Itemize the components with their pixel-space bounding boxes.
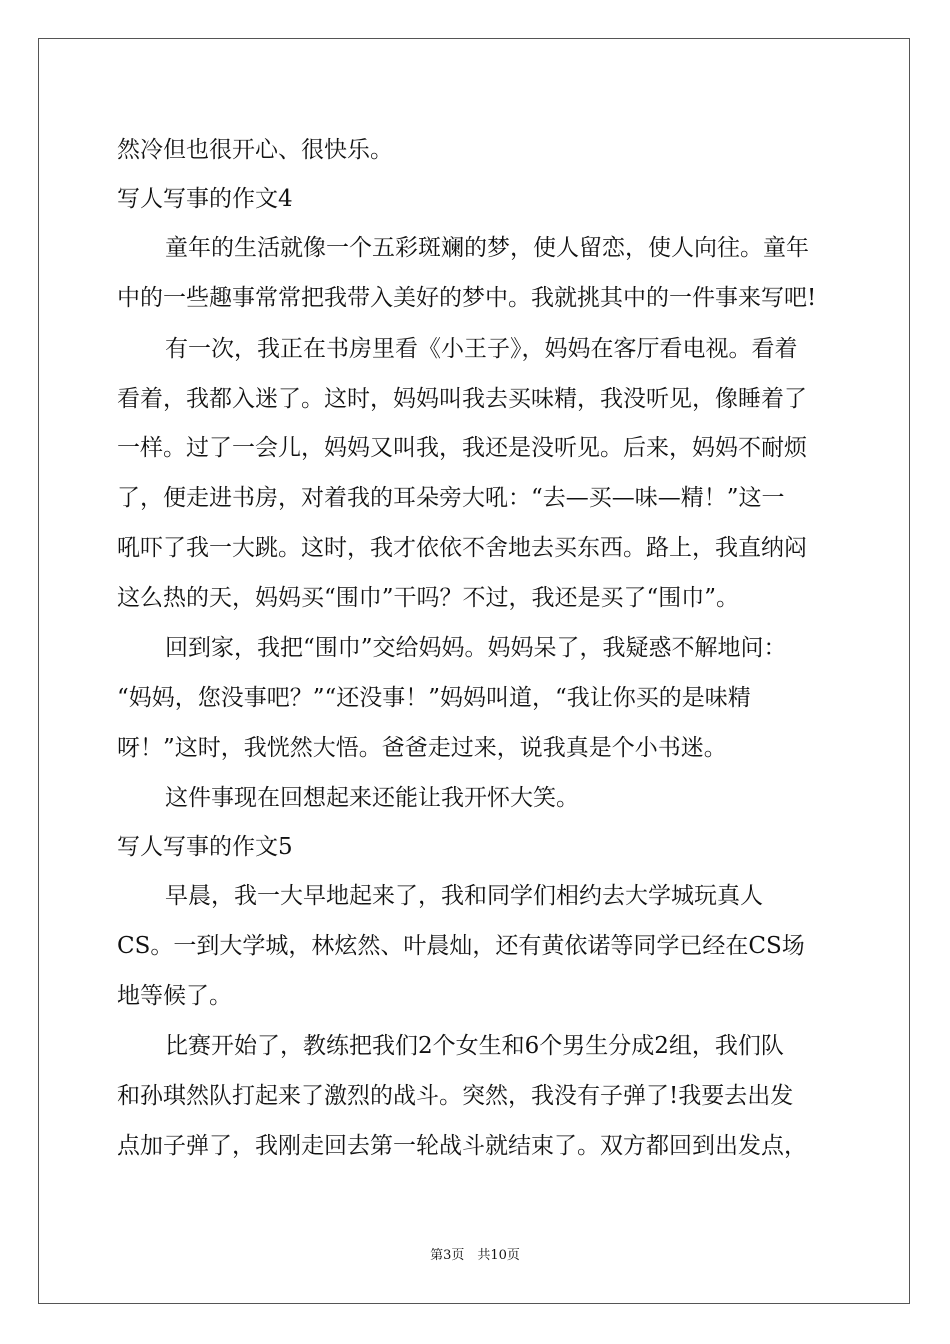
text-line: 了，便走进书房，对着我的耳朵旁大吼：“去—买—味—精！”这一: [117, 485, 785, 511]
page-footer: 第3页 共10页: [430, 1248, 520, 1263]
text-line: 一样。过了一会儿，妈妈又叫我，我还是没听见。后来，妈妈不耐烦: [117, 435, 807, 461]
text-line: CS。一到大学城，林炫然、叶晨灿，还有黄依诺等同学已经在CS场: [117, 933, 805, 959]
text-line: 中的一些趣事常常把我带入美好的梦中。我就挑其中的一件事来写吧!: [117, 285, 817, 311]
text-line: 这件事现在回想起来还能让我开怀大笑。: [165, 785, 579, 811]
text-line: 点加子弹了，我刚走回去第一轮战斗就结束了。双方都回到出发点，: [117, 1133, 807, 1159]
text-line: 这么热的天，妈妈买“围巾”干吗？不过，我还是买了“围巾”。: [117, 585, 740, 611]
section-heading: 写人写事的作文4: [117, 186, 293, 212]
section-heading: 写人写事的作文5: [117, 834, 293, 860]
text-line: 地等候了。: [117, 983, 232, 1009]
text-line: 童年的生活就像一个五彩斑斓的梦，使人留恋，使人向往。童年: [165, 235, 809, 261]
text-line: 和孙琪然队打起来了激烈的战斗。突然，我没有子弹了!我要去出发: [117, 1083, 794, 1109]
text-line: 吼吓了我一大跳。这时，我才依依不舍地去买东西。路上，我直纳闷: [117, 535, 807, 561]
text-line: 呀！”这时，我恍然大悟。爸爸走过来，说我真是个小书迷。: [117, 735, 727, 761]
text-line: 有一次，我正在书房里看《小王子》，妈妈在客厅看电视。看着: [165, 336, 798, 362]
text-line: 回到家，我把“围巾”交给妈妈。妈妈呆了，我疑惑不解地问：: [165, 635, 787, 661]
text-line: “妈妈，您没事吧？”“还没事！”妈妈叫道，“我让你买的是味精: [117, 685, 751, 711]
text-line: 然冷但也很开心、很快乐。: [117, 137, 393, 163]
text-line: 比赛开始了，教练把我们2个女生和6个男生分成2组，我们队: [165, 1033, 784, 1059]
text-line: 早晨，我一大早地起来了，我和同学们相约去大学城玩真人: [165, 883, 763, 909]
page-border: [38, 38, 910, 1304]
text-line: 看着，我都入迷了。这时，妈妈叫我去买味精，我没听见，像睡着了: [117, 386, 807, 412]
